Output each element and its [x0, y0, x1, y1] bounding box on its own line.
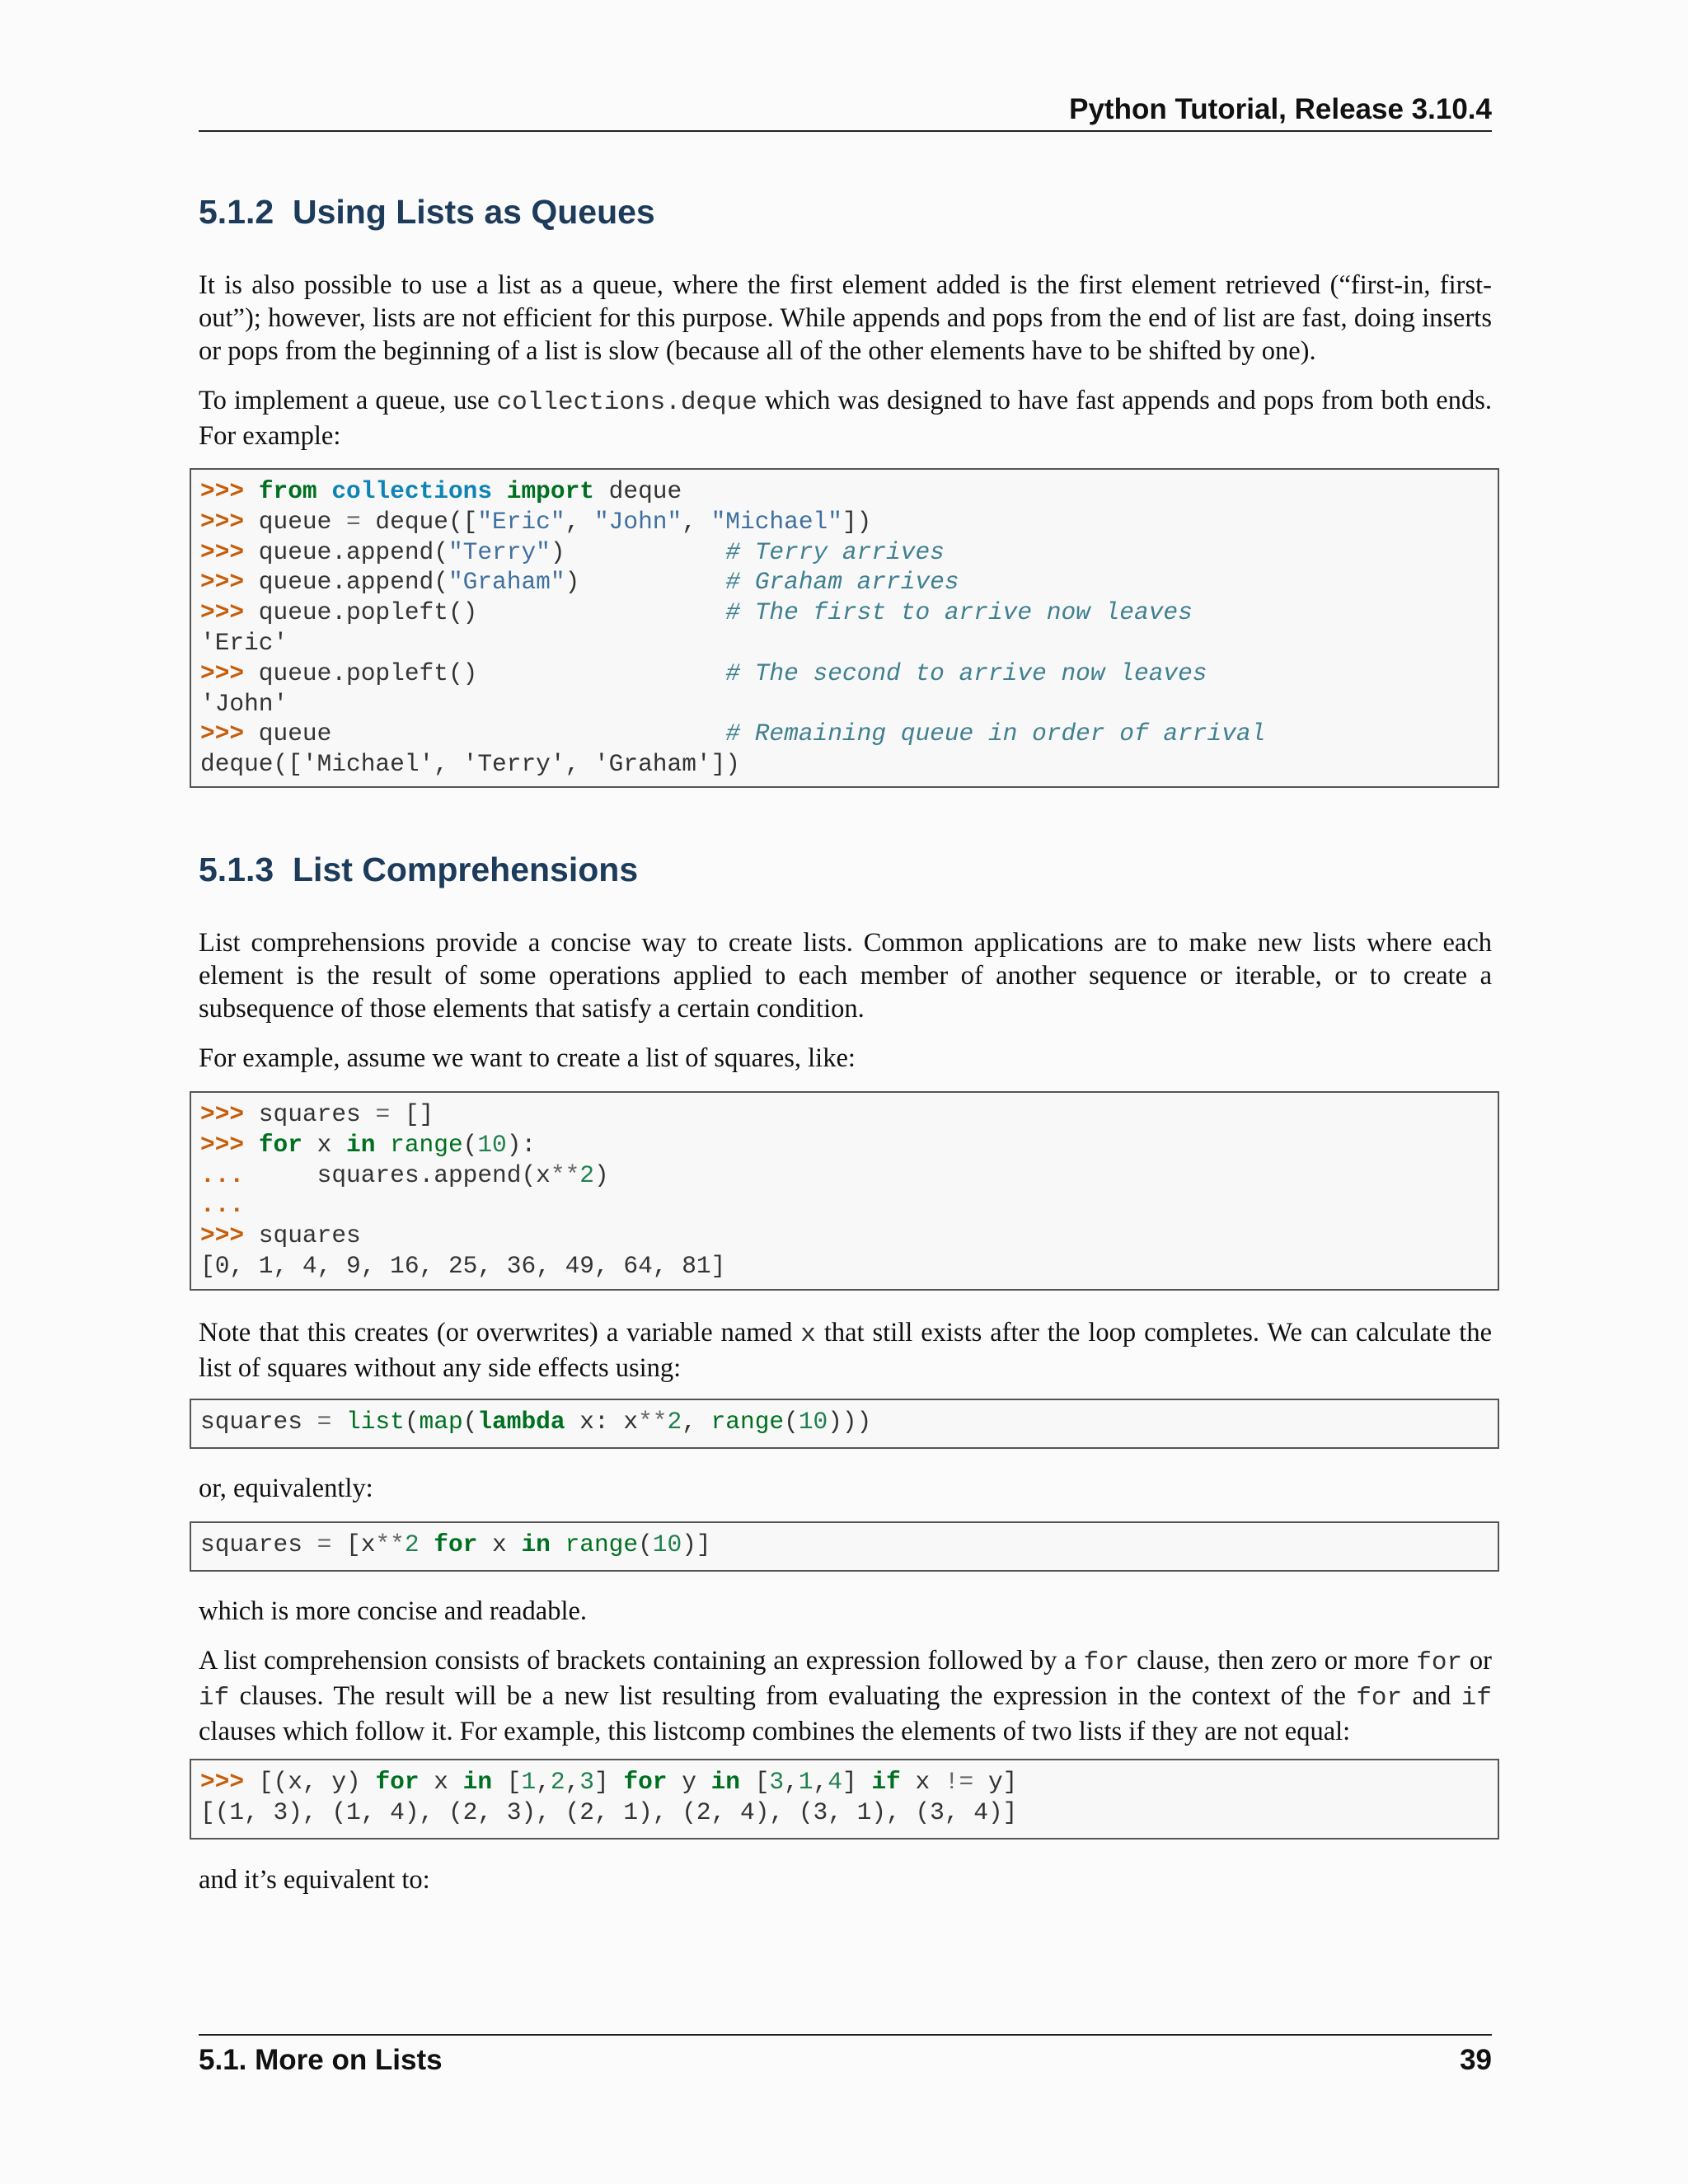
inline-code-x: x	[800, 1320, 816, 1349]
code-line: squares = [x**2 for x in range(10)]	[200, 1530, 711, 1558]
code-block-queue-example	[190, 468, 1499, 788]
paragraph-concise: which is more concise and readable.	[199, 1596, 588, 1626]
code-line: >>> queue = deque(["Eric", "John", "Michael"])	[200, 507, 872, 536]
code-block-map-lambda	[190, 1399, 1499, 1449]
code-line: ...	[200, 1191, 245, 1220]
code-line: >>> squares = []	[200, 1100, 434, 1128]
code-line: >>> for x in range(10):	[200, 1130, 537, 1159]
code-line: >>> queue.append("Terry") # Terry arrives	[200, 537, 945, 566]
text-fragment: Note that this creates (or overwrites) a variable named	[199, 1318, 801, 1347]
text-fragment: To implement a queue, use	[199, 386, 497, 415]
paragraph-listcomp-intro: List comprehensions provide a concise way to create lists. Common applications are to make new lists where each element is the result of some operations applied to each member of another sequence or iterable, or to create a subsequence of those elements that satisfy a certain condition.	[199, 928, 1492, 1024]
code-line: [(1, 3), (1, 4), (2, 3), (2, 1), (2, 4), (3, 1), (3, 4)]	[200, 1797, 1018, 1826]
code-line: ... squares.append(x**2)	[200, 1160, 609, 1189]
paragraph-squares-example: For example, assume we want to create a list of squares, like:	[199, 1043, 856, 1073]
inline-code-if: if	[199, 1684, 230, 1713]
text-fragment: clause, then zero or more	[1129, 1646, 1417, 1675]
paragraph-equivalently: or, equivalently:	[199, 1474, 373, 1503]
code-line: >>> from collections import deque	[200, 477, 682, 505]
text-fragment: and	[1402, 1681, 1461, 1711]
text-fragment: clauses. The result will be a new list resulting from evaluating the expression in the context of the	[229, 1681, 1357, 1711]
code-line: [0, 1, 4, 9, 16, 25, 36, 49, 64, 81]	[200, 1251, 726, 1280]
code-block-listcomp	[190, 1521, 1499, 1572]
text-fragment: clauses which follow it. For example, this listcomp combines the elements of two lists if they are not equal:	[199, 1717, 1351, 1746]
footer-section-title: 5.1. More on Lists	[199, 2044, 443, 2076]
header-rule	[199, 130, 1492, 132]
code-line: >>> queue.popleft() # The first to arrive now leaves	[200, 598, 1193, 627]
inline-code-collections-deque: collections.deque	[496, 388, 757, 417]
text-fragment: which was designed to have fast appends and pops from both ends. For example:	[199, 386, 1492, 451]
inline-code-if: if	[1461, 1684, 1492, 1713]
page-footer	[199, 2044, 1492, 2077]
code-line: 'Eric'	[200, 628, 288, 657]
paragraph-side-effects	[199, 1316, 1492, 1385]
code-block-listcomp-pairs	[190, 1759, 1499, 1840]
code-line: squares = list(map(lambda x: x**2, range(10)))	[200, 1408, 872, 1436]
text-fragment: A list comprehension consists of brackets containing an expression followed by a	[199, 1646, 1084, 1675]
code-block-squares-loop	[190, 1091, 1499, 1291]
code-line: deque(['Michael', 'Terry', 'Graham'])	[200, 750, 741, 779]
code-line: >>> queue # Remaining queue in order of arrival	[200, 719, 1266, 748]
paragraph-equivalent-to: and it’s equivalent to:	[199, 1865, 430, 1895]
code-line: >>> queue.popleft() # The second to arrive now leaves	[200, 658, 1207, 687]
section-heading-list-comprehensions: 5.1.3 List Comprehensions	[199, 851, 639, 888]
page-number: 39	[1460, 2044, 1492, 2076]
paragraph-deque-intro	[199, 384, 1492, 452]
footer-rule	[199, 2034, 1492, 2036]
paragraph-queue-intro: It is also possible to use a list as a queue, where the first element added is the first element retrieved (“first-in, first-out”); however, lists are not efficient for this purpose. While appends and pops from the end of list are fast, doing inserts or pops from the beginning of a list is slow (because all of the other elements have to be shifted by one).	[199, 270, 1492, 366]
text-fragment: that still exists after the loop completes. We can calculate the list of squares without any side effects using:	[199, 1318, 1493, 1383]
paragraph-listcomp-definition	[199, 1644, 1492, 1748]
code-line: >>> [(x, y) for x in [1,2,3] for y in [3,1,4] if x != y]	[200, 1768, 1018, 1796]
code-line: >>> queue.append("Graham") # Graham arrives	[200, 568, 959, 597]
inline-code-for: for	[1356, 1684, 1403, 1713]
code-line: >>> squares	[200, 1221, 361, 1250]
text-fragment: or	[1462, 1646, 1493, 1675]
running-header: Python Tutorial, Release 3.10.4	[1069, 93, 1492, 125]
code-line: 'John'	[200, 689, 288, 718]
section-heading-queues: 5.1.2 Using Lists as Queues	[199, 193, 655, 231]
inline-code-for: for	[1416, 1648, 1463, 1677]
inline-code-for: for	[1083, 1648, 1130, 1677]
